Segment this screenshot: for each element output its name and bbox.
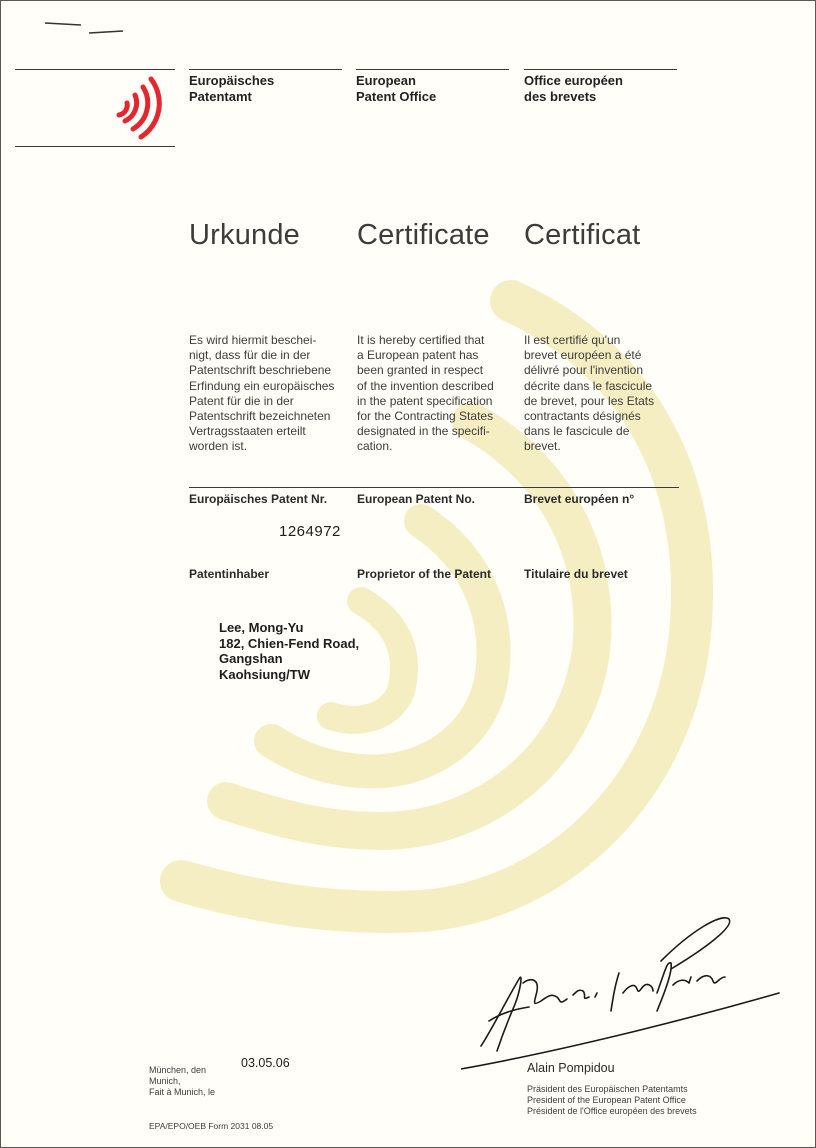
header-rule-de: [189, 69, 342, 70]
certification-text-de: Es wird hiermit beschei- nigt, dass für die in der Patentschrift beschriebene Erfindung ein europäisches Patent für die in der Patentschrift bezeichneten Vertragsstaaten erteilt worden ist.: [189, 333, 335, 454]
patent-number-value: 1264972: [279, 523, 341, 540]
header-rule-logo-bottom: [15, 146, 175, 147]
proprietor-label-de: Patentinhaber: [189, 567, 270, 581]
title-en: Certificate: [357, 219, 490, 251]
patent-number-label-en: European Patent No.: [357, 492, 476, 506]
header-rule-en: [356, 69, 509, 70]
signature-graphic: [461, 901, 791, 1076]
form-identifier: EPA/EPO/OEB Form 2031 08.05: [149, 1121, 274, 1131]
office-name-fr: Office européen des brevets: [524, 73, 623, 104]
proprietor-name: Lee, Mong-Yu: [219, 620, 304, 635]
proprietor-street: 182, Chien-Fend Road,: [219, 635, 360, 651]
signer-title: Präsident des Europäischen Patentamts President of the European Patent Office Président de l'Office européen des brevets: [527, 1084, 697, 1116]
patent-number-label-fr: Brevet européen n°: [524, 492, 635, 506]
signer-name: Alain Pompidou: [527, 1061, 615, 1075]
epo-logo-icon: [113, 73, 173, 143]
proprietor-label-en: Proprietor of the Patent: [357, 567, 492, 581]
stray-marks-graphic: [41, 19, 141, 49]
patent-number-label-de: Europäisches Patent Nr.: [189, 492, 328, 506]
proprietor-town: Gangshan: [219, 651, 283, 666]
patent-section-rule: [189, 487, 679, 488]
issue-date: 03.05.06: [241, 1056, 290, 1070]
proprietor-city: Kaohsiung/TW: [219, 666, 310, 682]
proprietor-label-fr: Titulaire du brevet: [524, 567, 628, 581]
office-name-en: European Patent Office: [356, 73, 437, 104]
certification-text-fr: Il est certifié qu'un brevet européen a été délivré pour l'invention décrite dans le fascicule de brevet, pour les Etats contractants désignés dans le fascicule de brevet.: [524, 333, 655, 454]
header-rule-logo-top: [15, 69, 175, 70]
issue-place: München, den Munich, Fait à Munich, le: [149, 1065, 216, 1097]
office-name-de: Europäisches Patentamt: [189, 73, 275, 104]
title-de: Urkunde: [189, 219, 301, 251]
header-rule-fr: [524, 69, 677, 70]
title-fr: Certificat: [524, 219, 641, 251]
proprietor-address: [219, 620, 359, 682]
certification-text-en: It is hereby certified that a European patent has been granted in respect of the invention described in the patent specification for the Contracting States designated in the specifi- cation.: [357, 333, 494, 454]
